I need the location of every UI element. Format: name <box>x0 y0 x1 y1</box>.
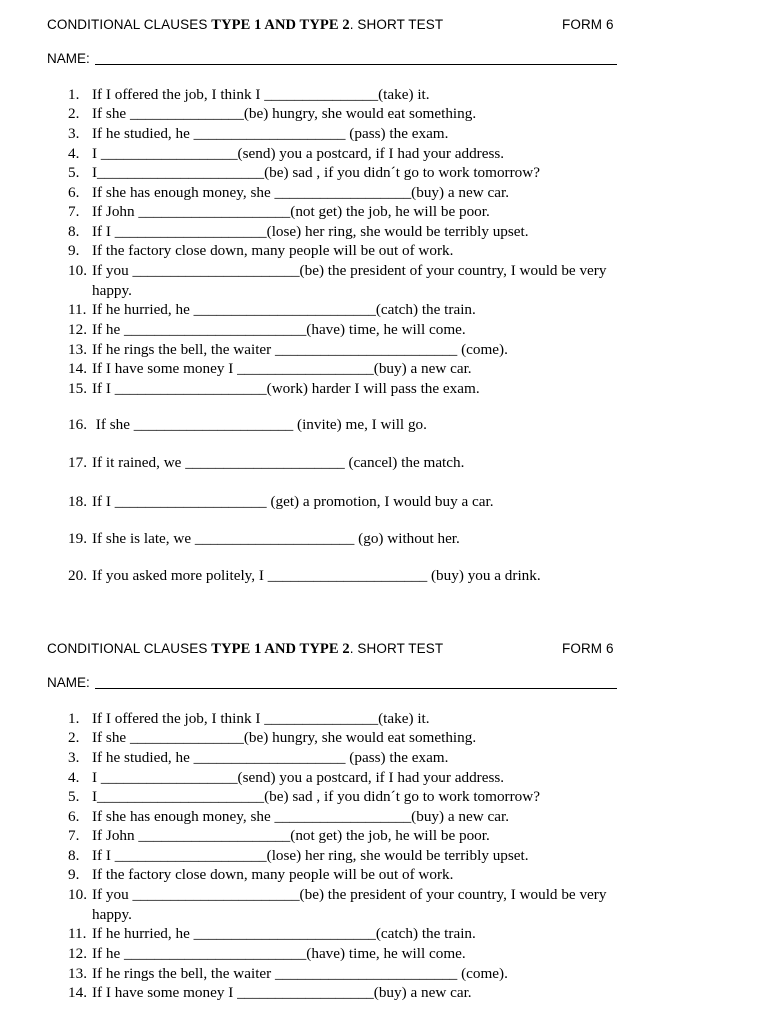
name-field[interactable] <box>47 51 617 69</box>
question-item[interactable] <box>68 104 728 124</box>
question-item[interactable] <box>68 124 728 144</box>
question-number: 13. <box>68 341 87 358</box>
question-text: If he ________________________(have) time, he will come. <box>92 321 466 338</box>
question-item[interactable] <box>68 885 728 924</box>
question-item[interactable] <box>68 183 728 203</box>
question-text: I __________________(send) you a postcard, if I had your address. <box>92 769 505 786</box>
question-item[interactable] <box>68 846 728 866</box>
question-number: 10. <box>68 262 87 279</box>
question-number: 12. <box>68 945 87 962</box>
question-text: If I ____________________ (get) a promotion, I would buy a car. <box>92 493 494 510</box>
question-text: If I have some money I __________________(buy) a new car. <box>92 360 472 377</box>
question-item[interactable] <box>68 320 728 340</box>
title-suffix: . SHORT TEST <box>349 641 444 656</box>
question-number: 1. <box>68 86 80 103</box>
form-label: FORM 6 <box>562 641 614 656</box>
name-field[interactable] <box>47 675 617 693</box>
question-text: If he rings the bell, the waiter ________________________ (come). <box>92 341 508 358</box>
question-item[interactable] <box>68 709 728 729</box>
question-text: If the factory close down, many people will be out of work. <box>92 866 454 883</box>
question-text: If she _______________(be) hungry, she would eat something. <box>92 105 477 122</box>
question-text: If he rings the bell, the waiter ________________________ (come). <box>92 965 508 982</box>
question-number: 20. <box>68 567 87 584</box>
question-number: 3. <box>68 125 80 142</box>
question-item[interactable] <box>68 924 728 944</box>
question-text: If he ________________________(have) time, he will come. <box>92 945 466 962</box>
question-number: 15. <box>68 380 87 397</box>
question-item[interactable] <box>68 359 728 379</box>
question-item[interactable] <box>68 983 728 1003</box>
title-bold: TYPE 1 AND TYPE 2 <box>211 641 350 657</box>
question-text: If John ____________________(not get) the job, he will be poor. <box>92 203 490 220</box>
question-item[interactable] <box>68 85 728 105</box>
question-item[interactable] <box>68 728 728 748</box>
question-item[interactable] <box>68 748 728 768</box>
question-item[interactable] <box>68 453 728 473</box>
question-text: If she has enough money, she __________________(buy) a new car. <box>92 184 510 201</box>
question-text: If I offered the job, I think I _______________(take) it. <box>92 710 430 727</box>
question-number: 5. <box>68 164 80 181</box>
question-number: 4. <box>68 145 80 162</box>
question-number: 6. <box>68 808 80 825</box>
question-item[interactable] <box>68 826 728 846</box>
question-item[interactable] <box>68 202 728 222</box>
title-prefix: CONDITIONAL CLAUSES <box>47 641 212 656</box>
question-text: If I have some money I __________________(buy) a new car. <box>92 984 472 1001</box>
question-number: 1. <box>68 710 80 727</box>
question-text: If John ____________________(not get) the job, he will be poor. <box>92 827 490 844</box>
question-number: 13. <box>68 965 87 982</box>
question-number: 18. <box>68 493 87 510</box>
question-number: 8. <box>68 847 80 864</box>
question-number: 9. <box>68 242 80 259</box>
question-number: 2. <box>68 729 80 746</box>
question-item[interactable] <box>68 300 728 320</box>
test-header <box>47 17 627 35</box>
question-item[interactable] <box>68 787 728 807</box>
question-text: If she has enough money, she __________________(buy) a new car. <box>92 808 510 825</box>
question-number: 3. <box>68 749 80 766</box>
question-number: 19. <box>68 530 87 547</box>
question-number: 10. <box>68 886 87 903</box>
question-item[interactable] <box>68 241 728 261</box>
question-item[interactable] <box>68 379 728 399</box>
question-number: 11. <box>68 301 87 318</box>
test-header <box>47 641 627 659</box>
question-item[interactable] <box>68 768 728 788</box>
question-text: If she is late, we _____________________ (go) without her. <box>92 530 460 547</box>
question-number: 7. <box>68 203 80 220</box>
question-text: If he hurried, he ________________________(catch) the train. <box>92 925 476 942</box>
name-label: NAME: <box>47 51 90 66</box>
question-text: If I ____________________(work) harder I will pass the exam. <box>92 380 480 397</box>
title-suffix: . SHORT TEST <box>349 17 444 32</box>
question-item[interactable] <box>68 163 728 183</box>
question-item[interactable] <box>68 415 728 435</box>
question-text: If you ______________________(be) the president of your country, I would be very <box>92 262 607 279</box>
question-text: If she _______________(be) hungry, she would eat something. <box>92 729 477 746</box>
question-number: 4. <box>68 769 80 786</box>
question-number: 17. <box>68 454 87 471</box>
question-item[interactable] <box>68 144 728 164</box>
question-item[interactable] <box>68 261 728 300</box>
question-text: If it rained, we _____________________ (cancel) the match. <box>92 454 465 471</box>
question-text: If I offered the job, I think I _______________(take) it. <box>92 86 430 103</box>
question-text-continued: happy. <box>92 905 132 923</box>
question-item[interactable] <box>68 944 728 964</box>
question-item[interactable] <box>68 807 728 827</box>
question-text: If I ____________________(lose) her ring, she would be terribly upset. <box>92 847 529 864</box>
question-item[interactable] <box>68 529 728 549</box>
question-number: 2. <box>68 105 80 122</box>
question-item[interactable] <box>68 222 728 242</box>
question-number: 6. <box>68 184 80 201</box>
question-text: I______________________(be) sad , if you didn´t go to work tomorrow? <box>92 788 540 805</box>
question-text: I __________________(send) you a postcard, if I had your address. <box>92 145 505 162</box>
question-number: 14. <box>68 984 87 1001</box>
question-number: 5. <box>68 788 80 805</box>
question-text: I______________________(be) sad , if you didn´t go to work tomorrow? <box>92 164 540 181</box>
question-text-continued: happy. <box>92 281 132 299</box>
question-text: If I ____________________(lose) her ring, she would be terribly upset. <box>92 223 529 240</box>
question-text: If you ______________________(be) the president of your country, I would be very <box>92 886 607 903</box>
question-text: If she _____________________ (invite) me, I will go. <box>92 416 427 433</box>
question-number: 16. <box>68 416 87 433</box>
question-text: If he hurried, he ________________________(catch) the train. <box>92 301 476 318</box>
form-label: FORM 6 <box>562 17 614 32</box>
title-bold: TYPE 1 AND TYPE 2 <box>211 17 350 33</box>
question-number: 7. <box>68 827 80 844</box>
question-text: If he studied, he ____________________ (pass) the exam. <box>92 749 449 766</box>
question-text: If the factory close down, many people will be out of work. <box>92 242 454 259</box>
question-text: If he studied, he ____________________ (pass) the exam. <box>92 125 449 142</box>
name-underline <box>95 64 617 65</box>
name-underline <box>95 688 617 689</box>
question-number: 11. <box>68 925 87 942</box>
question-number: 8. <box>68 223 80 240</box>
question-text: If you asked more politely, I _____________________ (buy) you a drink. <box>92 567 541 584</box>
question-item[interactable] <box>68 964 728 984</box>
question-number: 9. <box>68 866 80 883</box>
question-item[interactable] <box>68 865 728 885</box>
question-number: 14. <box>68 360 87 377</box>
title-prefix: CONDITIONAL CLAUSES <box>47 17 212 32</box>
question-item[interactable] <box>68 340 728 360</box>
question-item[interactable] <box>68 492 728 512</box>
name-label: NAME: <box>47 675 90 690</box>
question-item[interactable] <box>68 566 728 586</box>
question-number: 12. <box>68 321 87 338</box>
